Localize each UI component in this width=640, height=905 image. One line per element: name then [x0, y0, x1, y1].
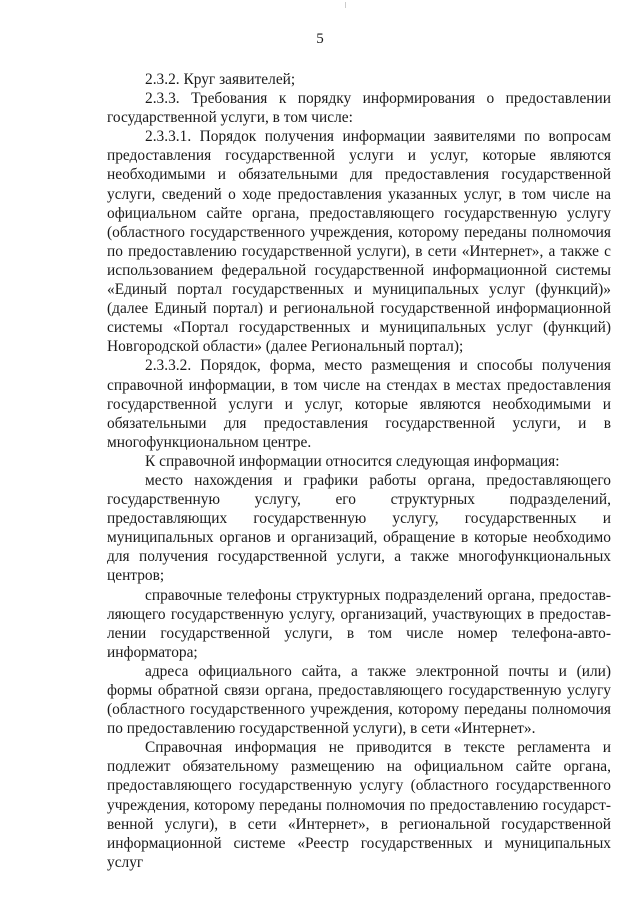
scan-mark — [345, 2, 350, 8]
document-body — [107, 70, 611, 872]
paragraph-applicants: 2.3.2. Круг заявителей; — [145, 71, 296, 88]
paragraph-info-procedure: 2.3.3.1. Порядок получения информации заявителями по вопросам предоставления государственной услуги и услуг, которые являются необходимыми и обязательными для предоставления государственной услуги, сведений о ходе предоставления указанных услуг, в том числе на официальном сайте органа, предоставляющего государственную услугу (областного государственного учреждения, которому переданы полномочия по предоставлению государственной услуги), в сети «Интернет», а также с использованием федеральной государственной информационной системы «Единый портал государственных и муниципальных услуг (функций)» (далее Единый портал) и региональной государственной информационной системы «Портал государственных и муниципальных услуг (функций) Новгородской области» (далее Региональный портал); — [107, 128, 611, 356]
paragraph-publication: Справочная информация не приводится в тексте регламента и подлежит обязательному размещению на официальном сайте органа, предоставляющего государственную услугу (областного государственного учреждения, которому переданы полномочия по предоставлению государственной услуги), в сети «Интернет», в региональной государственной информационной системе «Реестр государственных и муниципальных услуг — [107, 739, 611, 871]
paragraph-phones: справочные телефоны структурных подразделений органа, предоставляющего государственную услугу, организаций, участвующих в предоставлении государственной услуги, в том числе номер телефона-автоинформатора; — [107, 586, 611, 661]
paragraph-location-schedule: место нахождения и графики работы органа, предоставляющего государственную услугу, его структурных подразделений, предоставляющих государственную услугу, государственных и муниципальных органов и организаций, обращение в которые необходимо для получения государственной услуги, а также многофункциональных центров; — [107, 471, 611, 585]
paragraph-reference-info-intro: К справочной информации относится следующая информация: — [145, 452, 560, 470]
paragraph-reference-info-procedure: 2.3.3.2. Порядок, форма, место размещения и способы получения справочной информации, в том числе на стендах в местах предоставления государственной услуги и услуг, которые являются необходимыми и обязательными для предоставления государственной услуги, и в многофункциональном центре. — [107, 357, 611, 451]
page-number: 5 — [316, 31, 324, 47]
paragraph-website-email: адреса официального сайта, а также электронной почты и (или) формы обратной связи органа, предоставляющего государственную услугу (областного государственного учреждения, которому переданы полномочия по предоставлению государственной услуги), в сети «Интернет». — [107, 662, 611, 738]
paragraph-info-requirements: 2.3.3. Требования к порядку информирования о предоставлении государственной услуги, в том числе: — [107, 90, 611, 127]
